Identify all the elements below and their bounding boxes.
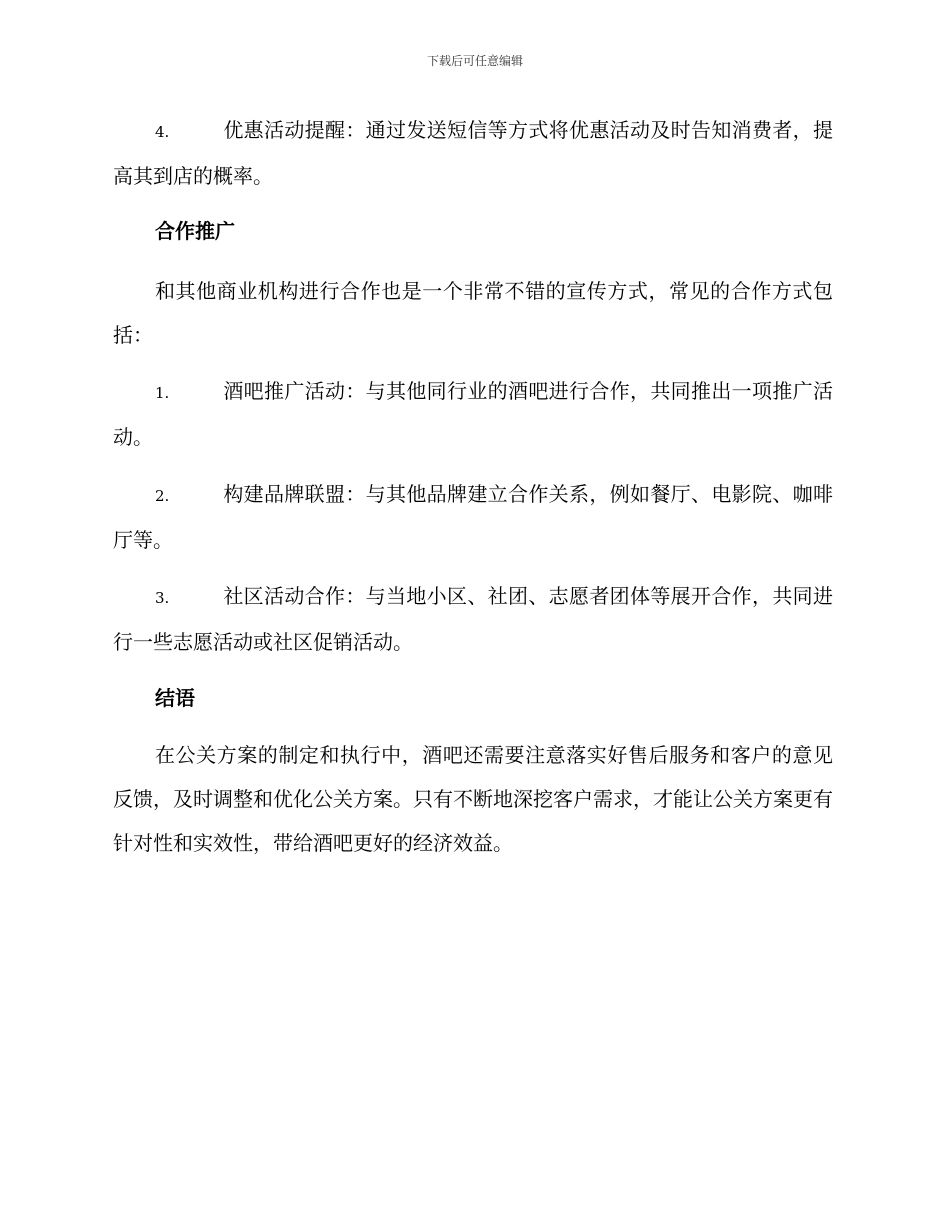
list-number: 1. <box>155 384 170 402</box>
list-number: 2. <box>155 487 170 505</box>
cooperation-intro-paragraph: 和其他商业机构进行合作也是一个非常不错的宣传方式，常见的合作方式包括： <box>113 279 833 347</box>
coop-list-item-1 <box>113 369 833 459</box>
list-number: 4. <box>155 123 170 141</box>
list-number: 3. <box>155 589 170 607</box>
section-heading-cooperation: 合作推广 <box>155 219 235 243</box>
coop-list-item-3 <box>113 574 833 664</box>
list-item-text: 构建品牌联盟：与其他品牌建立合作关系，例如餐厅、电影院、咖啡厅等。 <box>113 482 833 552</box>
list-item-4 <box>113 108 833 198</box>
list-item-text: 酒吧推广活动：与其他同行业的酒吧进行合作，共同推出一项推广活动。 <box>113 379 833 449</box>
page-header: 下载后可任意编辑 <box>426 54 523 68</box>
coop-list-item-2 <box>113 472 833 562</box>
list-item-text: 社区活动合作：与当地小区、社团、志愿者团体等展开合作，共同进行一些志愿活动或社区促销活动。 <box>113 584 833 654</box>
section-heading-conclusion: 结语 <box>155 686 195 710</box>
conclusion-paragraph: 在公关方案的制定和执行中，酒吧还需要注意落实好售后服务和客户的意见反馈，及时调整和优化公关方案。只有不断地深挖客户需求，才能让公关方案更有针对性和实效性，带给酒吧更好的经济效益。 <box>113 743 833 855</box>
list-item-text: 优惠活动提醒：通过发送短信等方式将优惠活动及时告知消费者，提高其到店的概率。 <box>113 118 833 188</box>
